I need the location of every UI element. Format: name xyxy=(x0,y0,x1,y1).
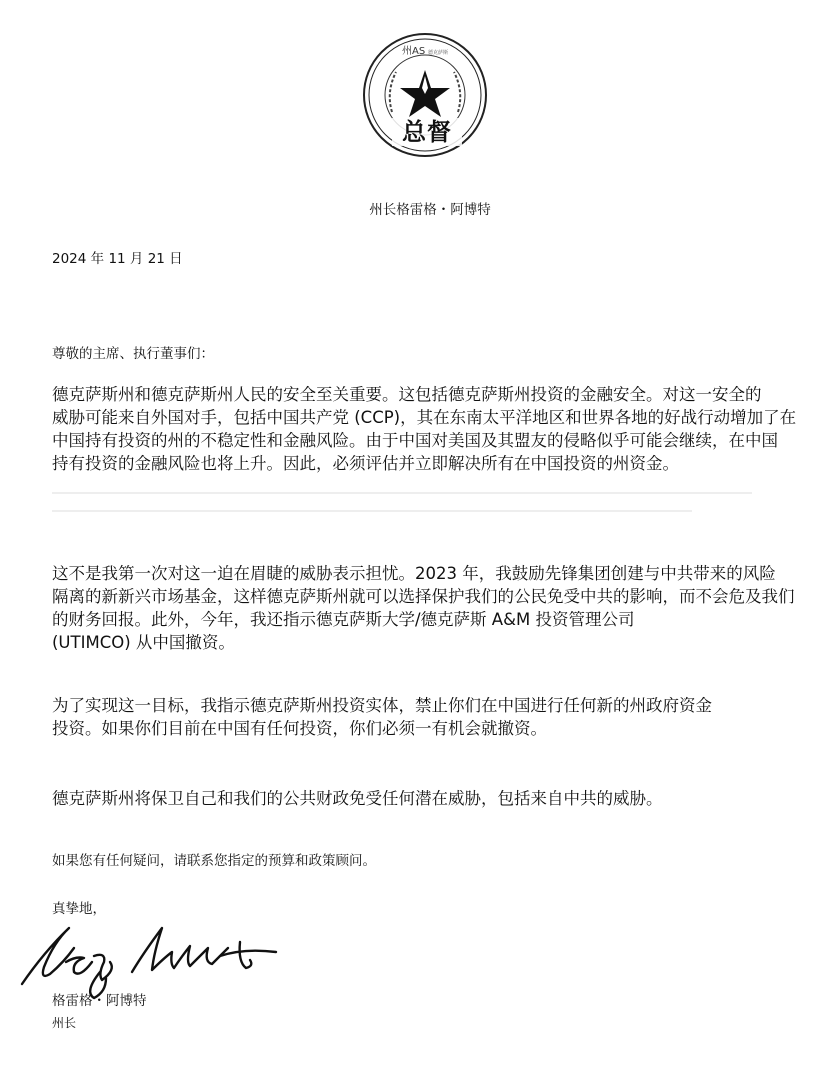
paragraph-1-line-3: 中国持有投资的州的不稳定性和金融风险。由于中国对美国及其盟友的侵略似乎可能会继续，在中国 xyxy=(52,431,778,450)
paragraph-2-line-4: (UTIMCO) 从中国撤资。 xyxy=(52,633,235,652)
paragraph-2-line-1: 这不是我第一次对这一迫在眉睫的威胁表示担忧。2023 年，我鼓励先锋集团创建与中共带来的风险 xyxy=(52,564,776,583)
paragraph-1-line-1: 德克萨斯州和德克萨斯州人民的安全至关重要。这包括德克萨斯州投资的金融安全。对这一安全的 xyxy=(52,385,762,404)
seal-overlay-label: 总督 xyxy=(392,118,462,146)
letterhead-caption: 州长格雷格・阿博特 xyxy=(369,202,491,218)
paragraph-4-line-1: 德克萨斯州将保卫自己和我们的公共财政免受任何潜在威胁，包括来自中共的威胁。 xyxy=(52,789,663,808)
paragraph-1-line-4: 持有投资的金融风险也将上升。因此，必须评估并立即解决所有在中国投资的州资金。 xyxy=(52,454,679,473)
paragraph-2-line-3: 的财务回报。此外，今年，我还指示德克萨斯大学/德克萨斯 A&M 投资管理公司 xyxy=(52,610,635,629)
closing: 真挚地， xyxy=(52,901,106,917)
paragraph-3-line-2: 投资。如果你们目前在中国有任何投资，你们必须一有机会就撤资。 xyxy=(52,719,547,738)
signer-title: 州长 xyxy=(52,1016,77,1030)
signer-name: 格雷格・阿博特 xyxy=(52,993,147,1009)
svg-text:德克萨斯: 德克萨斯 xyxy=(428,50,449,56)
scan-artifact xyxy=(52,492,752,494)
svg-text:州AS: 州AS xyxy=(402,46,426,57)
paragraph-1-line-2: 威胁可能来自外国对手，包括中国共产党 (CCP)，其在东南太平洋地区和世界各地的好战行动增加了在 xyxy=(52,408,797,427)
salutation: 尊敬的主席、执行董事们： xyxy=(52,346,214,362)
paragraph-2-line-2: 隔离的新新兴市场基金，这样德克萨斯州就可以选择保护我们的公民免受中共的影响，而不会危及我们 xyxy=(52,587,795,606)
paragraph-3-line-1: 为了实现这一目标，我指示德克萨斯州投资实体，禁止你们在中国进行任何新的州政府资金 xyxy=(52,696,712,715)
paragraph-5-line-1: 如果您有任何疑问，请联系您指定的预算和政策顾问。 xyxy=(52,853,376,869)
scan-artifact xyxy=(52,510,692,512)
letter-date: 2024 年 11 月 21 日 xyxy=(52,251,183,267)
